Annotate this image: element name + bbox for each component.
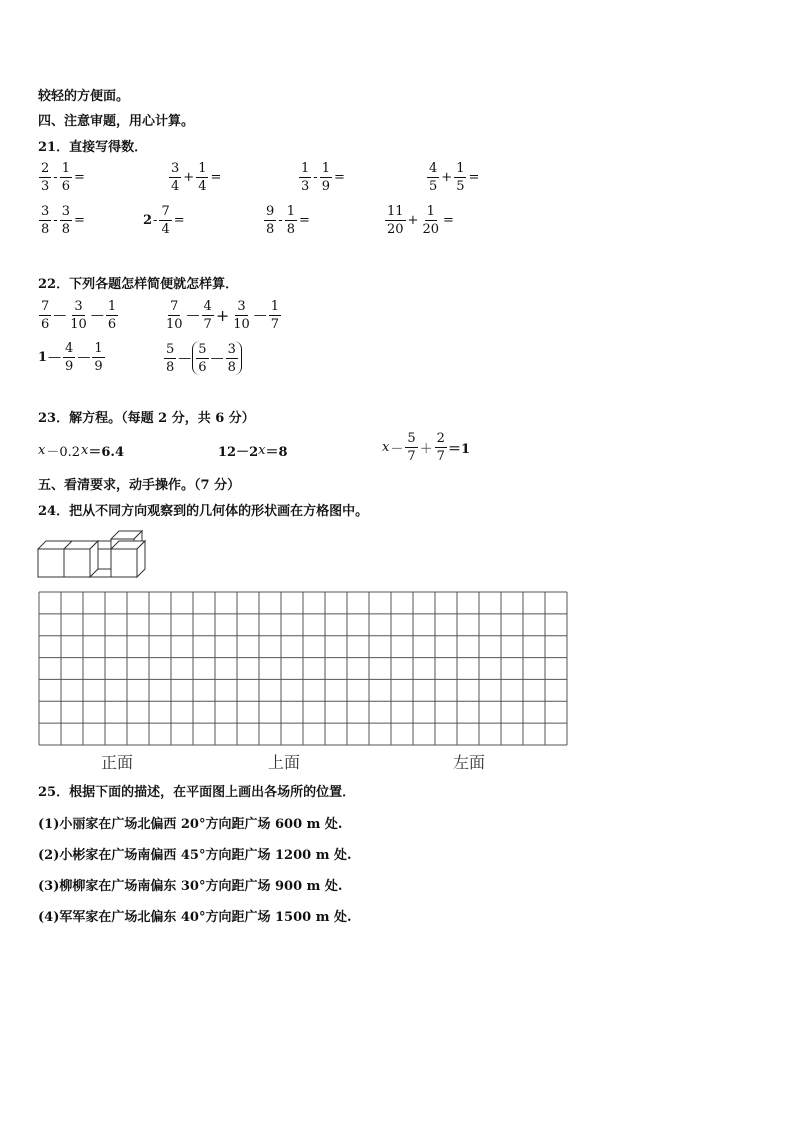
question-23-title: 23．解方程。（每题 2 分，共 6 分）	[38, 411, 255, 426]
fraction: $\frac{1}{3}$	[301, 161, 310, 194]
fraction: $\frac{1}{9}$	[94, 341, 103, 374]
fraction: $\frac{3}{8}$	[227, 341, 236, 375]
fraction: $\frac{4}{9}$	[65, 341, 74, 374]
q23-equation-1: x －0.2 x ＝6.4	[38, 443, 124, 460]
fraction: $\frac{3}{4}$	[171, 161, 180, 194]
question-25-title: 25．根据下面的描述，在平面图上画出各场所的位置．	[38, 785, 356, 800]
fraction: $\frac{7}{6}$	[41, 299, 50, 332]
section-4-heading: 四、注意审题，用心计算。	[38, 114, 195, 129]
q22-expr-2: $\frac{7}{10}$ — $\frac{4}{7}$ + $\frac{3}{10}$ — $\frac{1}{7}$	[166, 299, 280, 332]
q25-item-1: (1)小丽家在广场北偏西 20°方向距广场 600 m 处.	[38, 817, 343, 832]
fraction: $\frac{7}{4}$	[161, 204, 170, 237]
fraction: $\frac{3}{8}$	[61, 204, 70, 237]
fraction: $\frac{3}{8}$	[41, 204, 50, 237]
q21-item-8: $\frac{11}{20}$ + $\frac{1}{20}$ =	[387, 204, 454, 237]
fraction: $\frac{3}{10}$	[233, 299, 250, 332]
q22-expr-4: $\frac{5}{8}$ — $\frac{5}{6}$ — $\frac{3}{8}$	[163, 341, 242, 375]
drawing-grid[interactable]	[38, 591, 568, 746]
q25-item-2: (2)小彬家在广场南偏西 45°方向距广场 1200 m 处.	[38, 848, 352, 863]
q21-item-3: $\frac{1}{3}$ - $\frac{1}{9}$ =	[301, 161, 345, 194]
q21-item-7: $\frac{9}{8}$ - $\frac{1}{8}$ =	[266, 204, 310, 237]
q23-equation-2: 12－2 x ＝8	[218, 443, 288, 460]
fraction: $\frac{7}{10}$	[166, 299, 183, 332]
question-24-title: 24．把从不同方向观察到的几何体的形状画在方格图中。	[38, 504, 369, 519]
question-22-title: 22．下列各题怎样简便就怎样算．	[38, 277, 239, 292]
fraction: $\frac{2}{3}$	[41, 161, 50, 194]
fraction: $\frac{1}{6}$	[61, 161, 70, 194]
q22-expr-3: 1 — $\frac{4}{9}$ — $\frac{1}{9}$	[38, 341, 103, 374]
q21-item-6: 2 - $\frac{7}{4}$ =	[143, 204, 185, 237]
intro-text: 较轻的方便面。	[38, 89, 130, 104]
fraction: $\frac{2}{7}$	[436, 431, 445, 464]
q21-item-2: $\frac{3}{4}$ + $\frac{1}{4}$ =	[171, 161, 222, 194]
fraction: $\frac{1}{8}$	[286, 204, 295, 237]
grid-label-left: 左面	[453, 753, 486, 772]
q25-item-3: (3)柳柳家在广场南偏东 30°方向距广场 900 m 处.	[38, 879, 343, 894]
fraction: $\frac{4}{7}$	[203, 299, 212, 332]
fraction: $\frac{5}{6}$	[198, 341, 207, 375]
fraction: $\frac{5}{8}$	[166, 341, 175, 375]
fraction: $\frac{1}{5}$	[456, 161, 465, 194]
fraction: $\frac{1}{4}$	[198, 161, 207, 194]
q21-item-4: $\frac{4}{5}$ + $\frac{1}{5}$ =	[429, 161, 480, 194]
fraction: $\frac{1}{20}$	[422, 204, 439, 237]
fraction: $\frac{4}{5}$	[429, 161, 438, 194]
fraction: $\frac{5}{7}$	[407, 431, 416, 464]
fraction: $\frac{1}{7}$	[270, 299, 280, 332]
parenthesis-group: $\frac{5}{6}$ — $\frac{3}{8}$	[192, 341, 242, 375]
section-5-heading: 五、看清要求，动手操作。（7 分）	[38, 478, 241, 493]
grid-label-front: 正面	[101, 753, 134, 772]
grid-label-top: 上面	[268, 753, 301, 772]
q21-item-5: $\frac{3}{8}$ - $\frac{3}{8}$ =	[41, 204, 85, 237]
q21-item-1: $\frac{2}{3}$ - $\frac{1}{6}$ =	[41, 161, 85, 194]
fraction: $\frac{11}{20}$	[387, 204, 404, 237]
fraction: $\frac{1}{6}$	[107, 299, 117, 332]
q22-expr-1: $\frac{7}{6}$ — $\frac{3}{10}$ — $\frac{1}{6}$	[41, 299, 117, 332]
cubes-figure	[36, 527, 156, 582]
q23-equation-3: x － $\frac{5}{7}$ ＋ $\frac{2}{7}$ ＝1	[382, 431, 470, 464]
question-21-title: 21．直接写得数．	[38, 140, 148, 155]
q25-item-4: (4)军军家在广场北偏东 40°方向距广场 1500 m 处.	[38, 910, 352, 925]
fraction: $\frac{3}{10}$	[70, 299, 87, 332]
fraction: $\frac{9}{8}$	[266, 204, 275, 237]
fraction: $\frac{1}{9}$	[321, 161, 330, 194]
